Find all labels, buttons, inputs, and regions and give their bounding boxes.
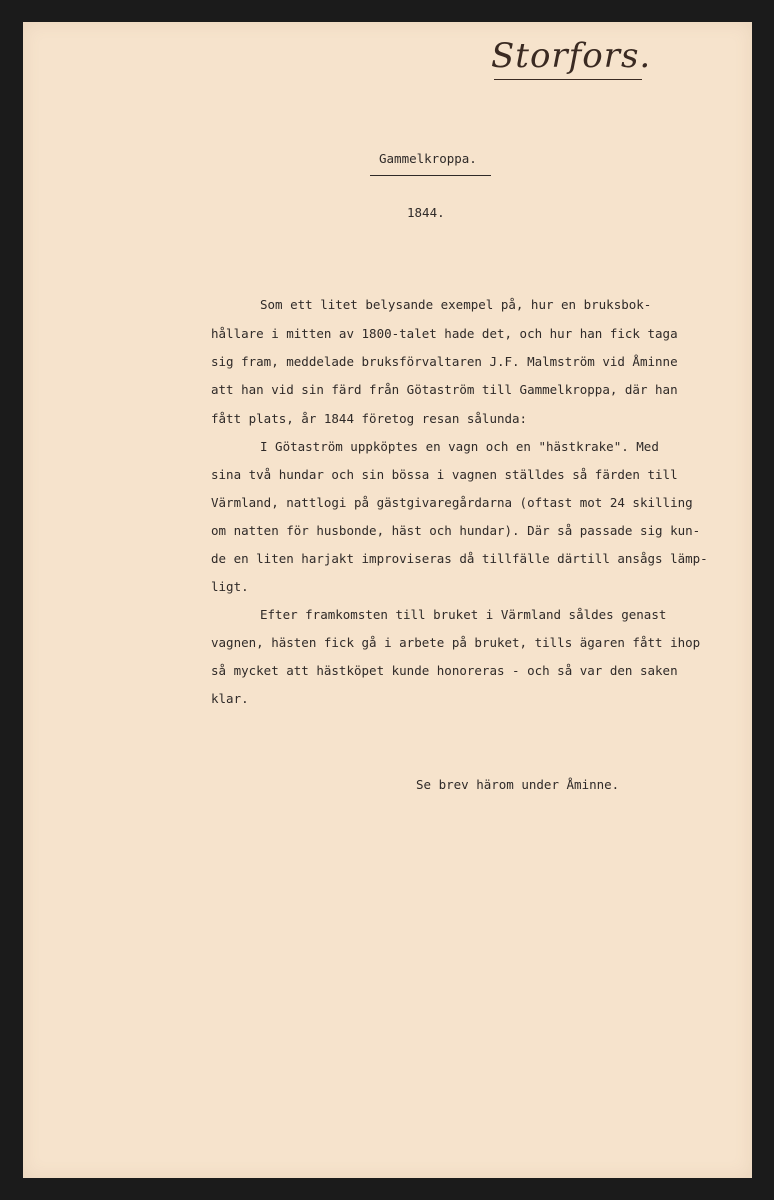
body-line: om natten för husbonde, häst och hundar). Där så passade sig kun- (211, 523, 701, 538)
body-line: vagnen, hästen fick gå i arbete på bruket, tills ägaren fått ihop (211, 635, 701, 650)
body-line: Efter framkomsten till bruket i Värmland såldes genast (260, 607, 667, 622)
body-line: sig fram, meddelade bruksförvaltaren J.F. Malmström vid Åminne (211, 354, 678, 369)
body-line: Värmland, nattlogi på gästgivaregårdarna (oftast mot 24 skilling (211, 495, 693, 510)
body-line: Som ett litet belysande exempel på, hur en bruksbok- (260, 297, 652, 312)
closing-note: Se brev härom under Åminne. (416, 777, 620, 792)
document-year: 1844. (407, 205, 445, 220)
handwritten-signature: Storfors. (491, 36, 652, 76)
document-page (23, 22, 752, 1178)
body-line: fått plats, år 1844 företog resan sålunda: (211, 411, 528, 426)
document-title: Gammelkroppa. (379, 151, 477, 166)
body-line: sina två hundar och sin bössa i vagnen ställdes så färden till (211, 467, 678, 482)
body-line: ligt. (211, 579, 249, 594)
title-underline (370, 175, 491, 176)
body-line: så mycket att hästköpet kunde honoreras - och så var den saken (211, 663, 678, 678)
body-line: de en liten harjakt improviseras då tillfälle därtill ansågs lämp- (211, 551, 708, 566)
body-line: klar. (211, 691, 249, 706)
body-line: I Götaström uppköptes en vagn och en "hästkrake". Med (260, 439, 659, 454)
body-line: att han vid sin färd från Götaström till Gammelkroppa, där han (211, 382, 678, 397)
signature-underline (494, 79, 642, 80)
body-line: hållare i mitten av 1800-talet hade det, och hur han fick taga (211, 326, 678, 341)
